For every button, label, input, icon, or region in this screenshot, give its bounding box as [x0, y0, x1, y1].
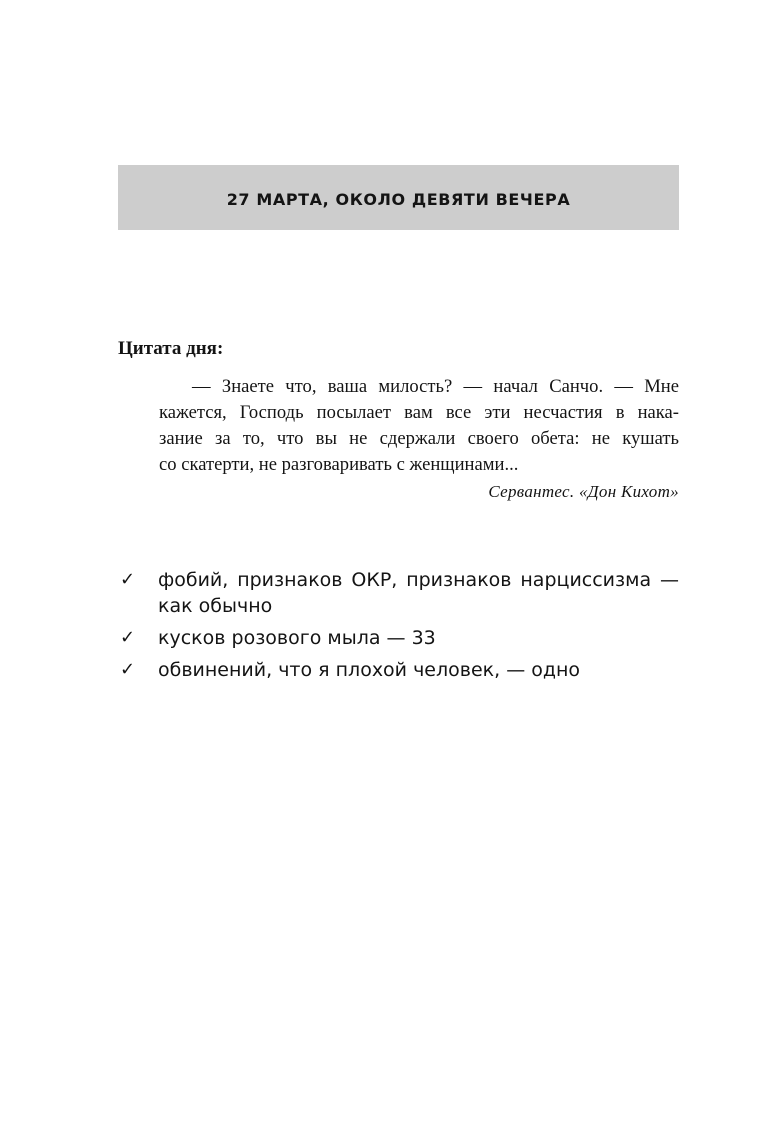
- checkmark-icon: ✓: [120, 627, 136, 648]
- quote-text: [159, 374, 679, 478]
- quote-of-day-label: Цитата дня:: [118, 338, 224, 359]
- checklist-item-text: как обычно: [158, 595, 273, 617]
- checkmark-icon: ✓: [120, 659, 136, 680]
- checklist-item-text: кусков розового мыла — 33: [158, 627, 436, 649]
- checklist-item: [120, 625, 680, 651]
- checkmark-icon: ✓: [120, 569, 136, 590]
- quote-source: Сервантес. «Дон Кихот»: [488, 482, 679, 501]
- checklist-item: [120, 657, 680, 683]
- checklist: [120, 567, 680, 689]
- checklist-item-text: фобий, признаков ОКР, признаков нарциссизма —: [158, 569, 679, 591]
- checklist-item-text: обвинений, что я плохой человек, — одно: [158, 659, 581, 681]
- checklist-item: [120, 567, 680, 619]
- chapter-title: 27 МАРТА, ОКОЛО ДЕВЯТИ ВЕЧЕРА: [226, 190, 571, 209]
- quote-line: кажется, Господь посылает вам все эти несчастия в нака-: [159, 402, 679, 423]
- quote-line: со скатерти, не разговаривать с женщинами...: [159, 454, 519, 475]
- quote-line: — Знаете что, ваша милость? — начал Санчо. — Мне: [192, 376, 679, 397]
- quote-line: зание за то, что вы не сдержали своего обета: не кушать: [159, 428, 679, 449]
- chapter-header-band: [118, 165, 679, 230]
